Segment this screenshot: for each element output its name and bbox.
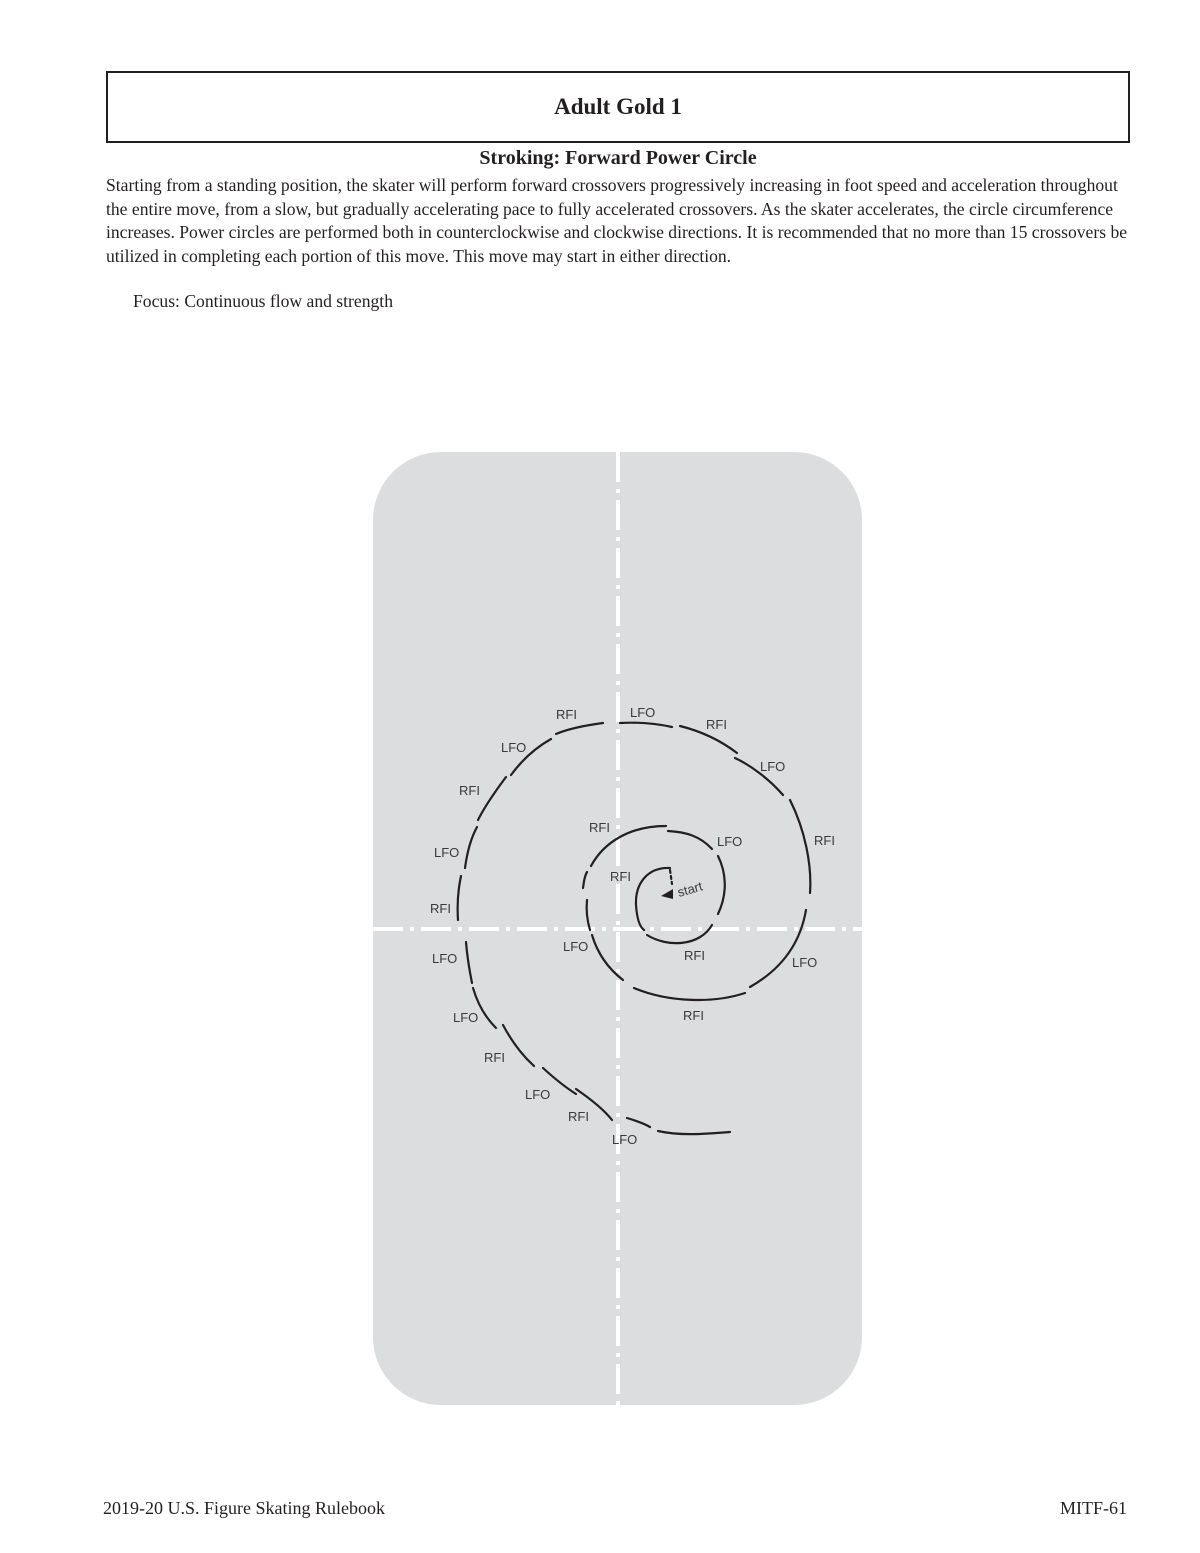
move-title: Stroking: Forward Power Circle [479, 147, 757, 169]
edge-label: LFO [792, 955, 818, 970]
edge-label: RFI [814, 833, 835, 848]
edge-label: RFI [589, 820, 610, 835]
edge-label: RFI [568, 1109, 589, 1124]
edge-label: RFI [706, 717, 727, 732]
edge-label: LFO [612, 1132, 638, 1147]
edge-label: LFO [501, 740, 527, 755]
edge-label: LFO [760, 759, 786, 774]
edge-label: LFO [563, 939, 589, 954]
footer-rulebook: 2019-20 U.S. Figure Skating Rulebook [103, 1498, 385, 1518]
move-description: Starting from a standing position, the skater will perform forward crossovers progressively increasing in foot speed and acceleration throughout the entire move, from a slow, but gradually accelerating pace to fully accelerated crossovers. As the skater accelerates, the circle circumference increases. Power circles are performed both in counterclockwise and clockwise directions. It is recommended that no more than 15 crossovers be utilized in completing each portion of this move. This move may start in either direction. [106, 175, 1128, 266]
edge-label: RFI [610, 869, 631, 884]
start-label: start [675, 878, 705, 900]
edge-label: LFO [432, 951, 458, 966]
edge-label: RFI [556, 707, 577, 722]
footer-page-number: MITF-61 [1060, 1498, 1127, 1518]
edge-label: LFO [630, 705, 656, 720]
edge-label: RFI [684, 948, 705, 963]
edge-label: RFI [484, 1050, 505, 1065]
edge-label: LFO [525, 1087, 551, 1102]
edge-label: LFO [434, 845, 460, 860]
page-title: Adult Gold 1 [554, 94, 682, 119]
move-focus: Focus: Continuous flow and strength [133, 291, 393, 311]
edge-label: LFO [717, 834, 743, 849]
edge-label: RFI [430, 901, 451, 916]
edge-label: LFO [453, 1010, 479, 1025]
edge-label: RFI [459, 783, 480, 798]
edge-label: RFI [683, 1008, 704, 1023]
